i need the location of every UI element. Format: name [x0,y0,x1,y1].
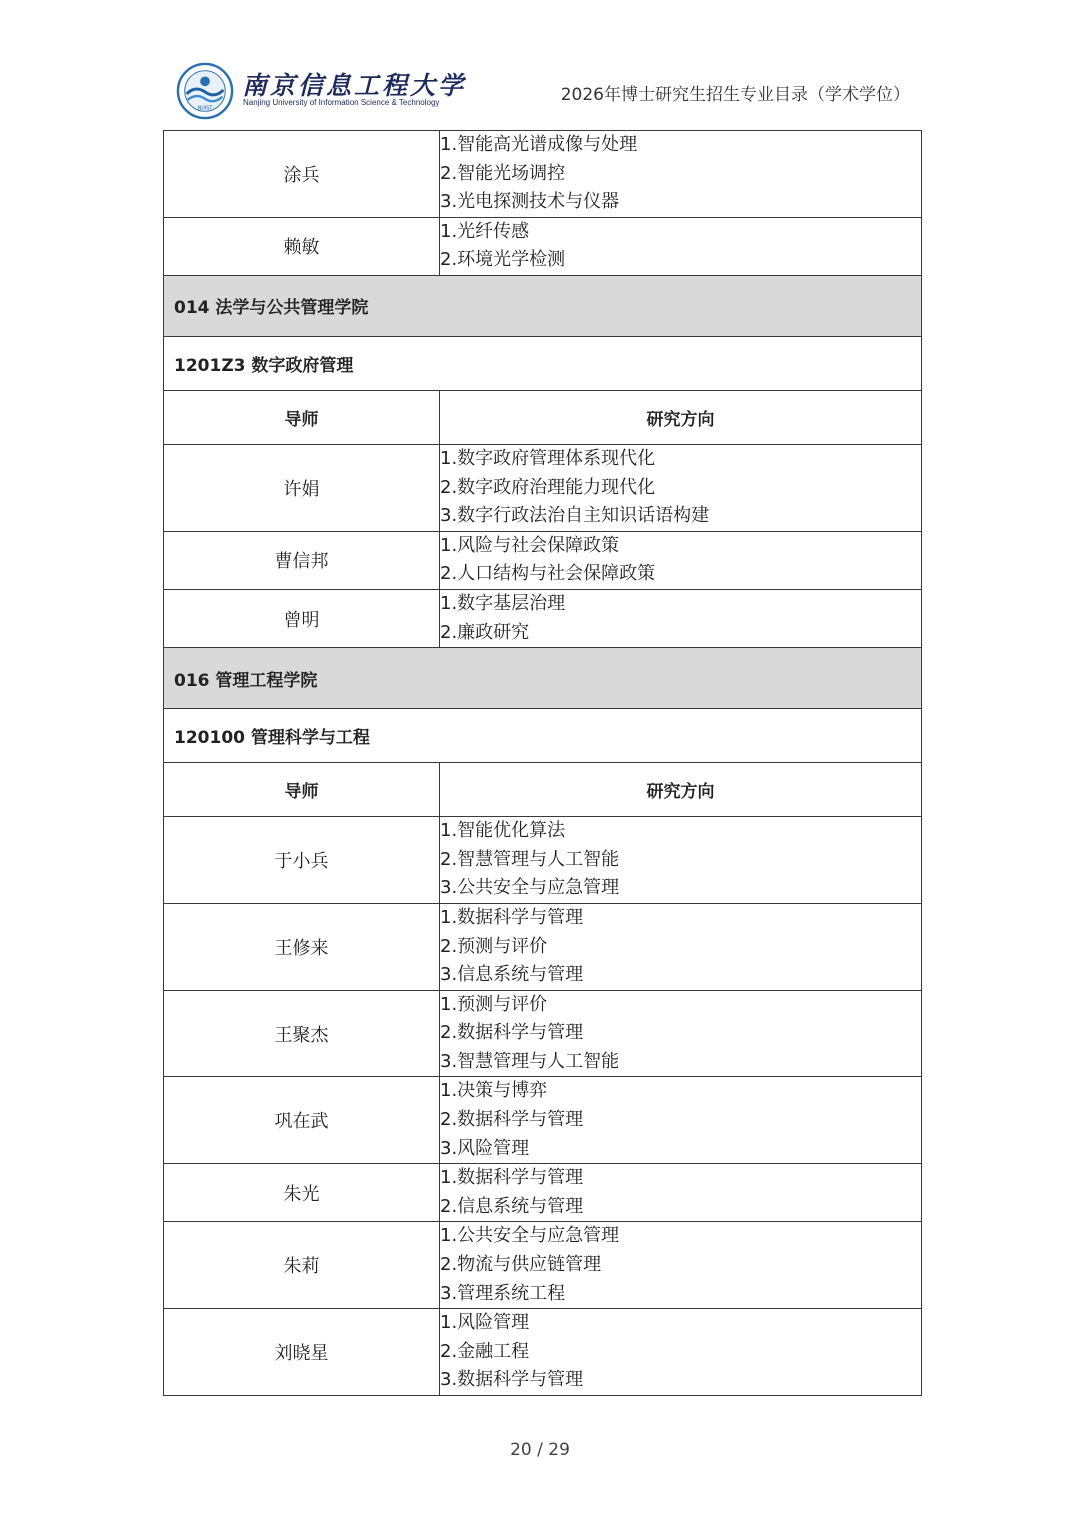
advisor-name: 赖敏 [164,217,440,275]
advisor-row [164,531,922,589]
research-directions [440,1164,922,1222]
research-directions [440,131,922,218]
advisor-name: 刘晓星 [164,1309,440,1396]
school-section-row [164,648,922,709]
advisor-name: 于小兵 [164,817,440,904]
advisor-row [164,444,922,531]
research-directions [440,817,922,904]
column-header-advisor: 导师 [164,390,440,444]
research-direction-item: 1.风险与社会保障政策 [440,534,620,556]
research-direction-item: 1.预测与评价 [440,993,548,1015]
school-section-title: 014 法学与公共管理学院 [164,275,922,336]
research-direction-item: 2.物流与供应链管理 [440,1254,602,1276]
research-directions [440,1222,922,1309]
research-direction-item: 3.数据科学与管理 [440,1369,584,1391]
emblem-text: NUIST [197,106,213,112]
research-direction-item: 2.数字政府治理能力现代化 [440,476,656,498]
column-header-direction: 研究方向 [440,763,922,817]
advisor-row [164,131,922,218]
major-title: 1201Z3 数字政府管理 [164,336,922,390]
research-direction-item: 3.数字行政法治自主知识话语构建 [440,505,710,527]
column-header-row [164,763,922,817]
research-direction-item: 1.决策与博弈 [440,1080,548,1102]
research-directions [440,990,922,1077]
research-direction-item: 3.风险管理 [440,1137,530,1159]
advisor-name: 朱莉 [164,1222,440,1309]
page-header [0,0,1080,130]
column-header-row [164,390,922,444]
advisor-row [164,1309,922,1396]
advisor-row [164,903,922,990]
research-direction-item: 1.数字政府管理体系现代化 [440,447,656,469]
advisor-row [164,1164,922,1222]
major-title: 120100 管理科学与工程 [164,709,922,763]
research-directions [440,1077,922,1164]
research-direction-item: 1.风险管理 [440,1312,530,1334]
advisor-name: 巩在武 [164,1077,440,1164]
research-directions [440,589,922,647]
logo-name-cn: 南京信息工程大学 [242,71,467,100]
research-direction-item: 2.数据科学与管理 [440,1022,584,1044]
advisor-row [164,1222,922,1309]
research-directions [440,903,922,990]
advisor-name: 朱光 [164,1164,440,1222]
major-row [164,336,922,390]
research-direction-item: 3.信息系统与管理 [440,964,584,986]
research-directions [440,217,922,275]
research-directions [440,444,922,531]
research-direction-item: 1.公共安全与应急管理 [440,1225,620,1247]
research-direction-item: 2.金融工程 [440,1340,530,1362]
major-row [164,709,922,763]
research-direction-item: 2.数据科学与管理 [440,1109,584,1131]
research-direction-item: 2.廉政研究 [440,621,530,643]
advisor-name: 曹信邦 [164,531,440,589]
research-direction-item: 1.智能高光谱成像与处理 [440,134,638,155]
research-direction-item: 1.数字基层治理 [440,592,566,614]
university-emblem-icon [176,62,234,120]
research-direction-item: 3.光电探测技术与仪器 [440,191,620,213]
advisor-name: 王聚杰 [164,990,440,1077]
research-direction-item: 2.智能光场调控 [440,162,566,184]
research-direction-item: 1.光纤传感 [440,220,530,242]
research-directions [440,531,922,589]
research-direction-item: 2.人口结构与社会保障政策 [440,563,656,585]
research-direction-item: 2.信息系统与管理 [440,1195,584,1217]
research-directions [440,1309,922,1396]
research-direction-item: 3.智慧管理与人工智能 [440,1050,620,1072]
advisor-row [164,990,922,1077]
research-direction-item: 2.环境光学检测 [440,249,566,271]
research-direction-item: 1.数据科学与管理 [440,906,584,928]
logo-name-en: Nanjing University of Information Science & Technology [243,98,440,107]
advisor-name: 许娟 [164,444,440,531]
advisor-catalog-table [163,130,922,1396]
research-direction-item: 3.管理系统工程 [440,1282,566,1304]
research-direction-item: 1.数据科学与管理 [440,1167,584,1189]
advisor-name: 涂兵 [164,131,440,218]
page-number: 20 / 29 [510,1440,570,1460]
research-direction-item: 3.公共安全与应急管理 [440,877,620,899]
document-title: 2026年博士研究生招生专业目录（学术学位） [560,85,910,105]
research-direction-item: 2.预测与评价 [440,935,548,957]
advisor-row [164,217,922,275]
advisor-row [164,817,922,904]
advisor-name: 王修来 [164,903,440,990]
research-direction-item: 1.智能优化算法 [440,820,566,842]
research-direction-item: 2.智慧管理与人工智能 [440,848,620,870]
column-header-direction: 研究方向 [440,390,922,444]
school-section-title: 016 管理工程学院 [164,648,922,709]
advisor-row [164,1077,922,1164]
school-section-row [164,275,922,336]
advisor-name: 曾明 [164,589,440,647]
column-header-advisor: 导师 [164,763,440,817]
advisor-row [164,589,922,647]
